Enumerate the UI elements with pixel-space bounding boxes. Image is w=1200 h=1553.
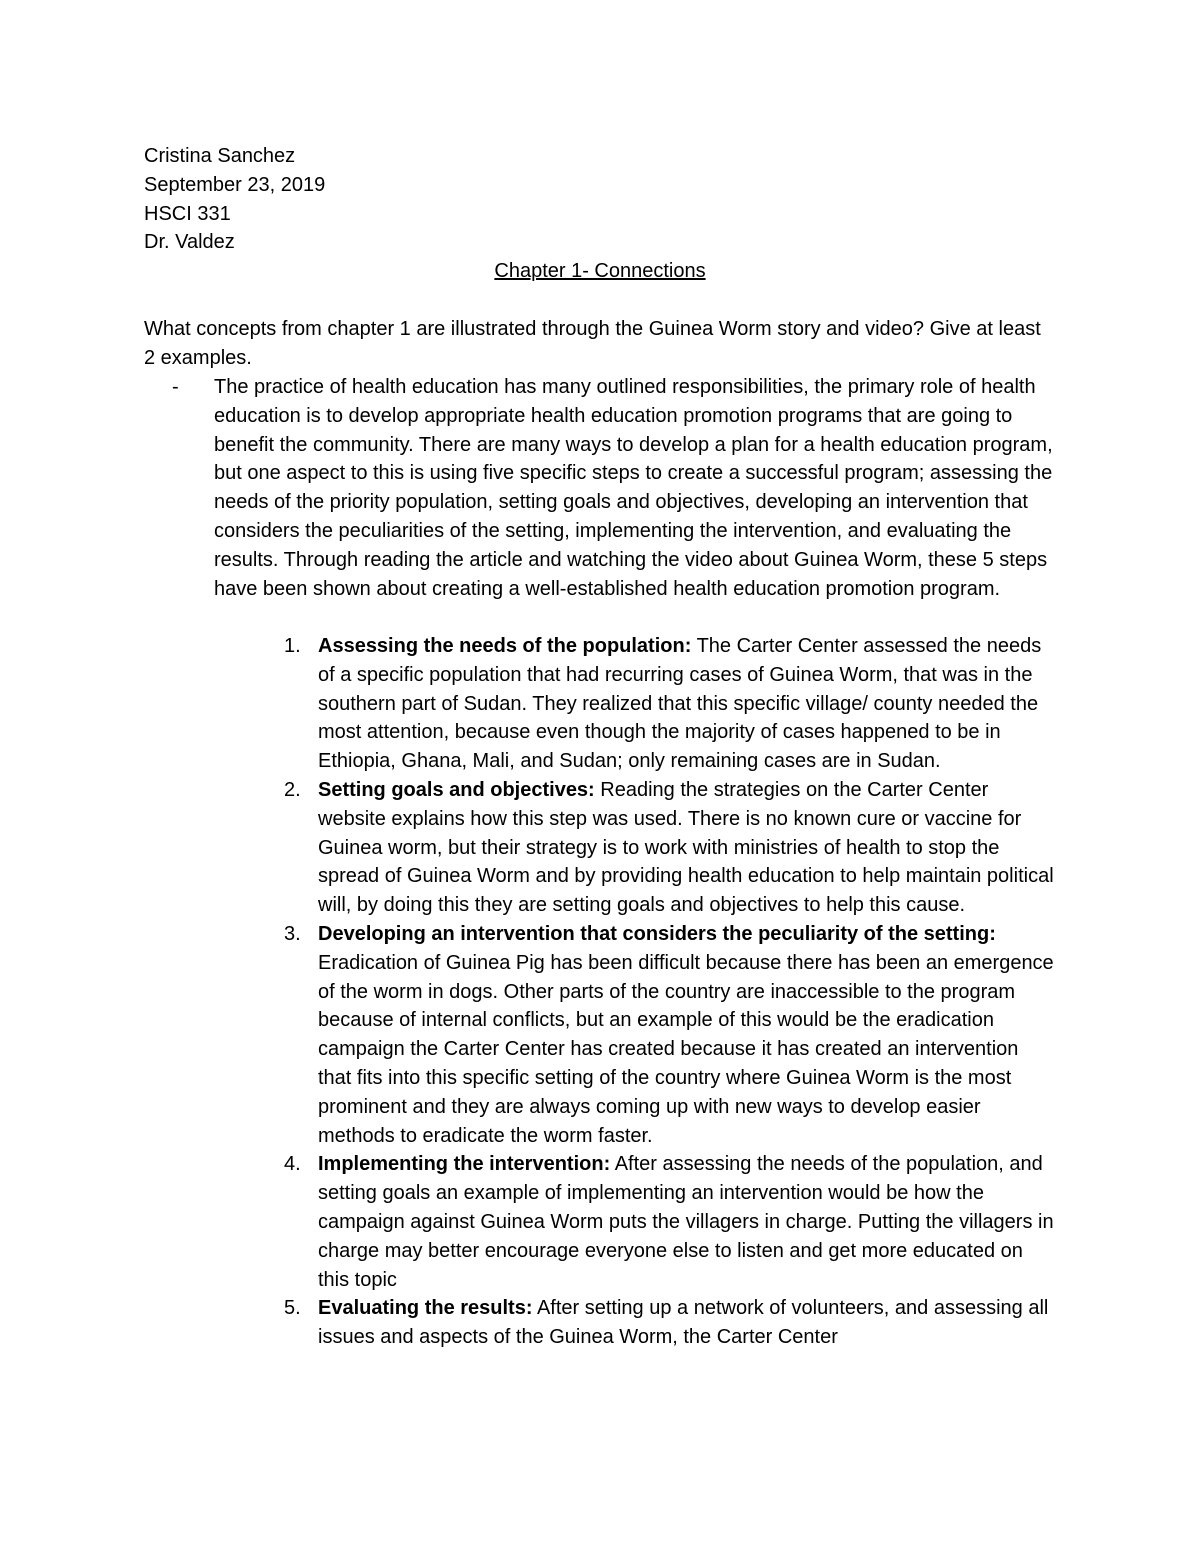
- step-heading: Developing an intervention that considers the peculiarity of the setting:: [318, 922, 996, 945]
- step-text: The Carter Center assessed the needs of a specific population that had recurring cases of Guinea Worm, that was in the southern part of Sudan. They realized that this specific village/ county needed the most attention, because even though the majority of cases happened to be in Ethiopia, Ghana, Mali, and Sudan; only remaining cases are in Sudan.: [318, 635, 1042, 773]
- step-text: Eradication of Guinea Pig has been difficult because there has been an emergence of the worm in dogs. Other parts of the country are inaccessible to the program because of internal conflicts, but an example of this would be the eradication campaign the Carter Center has created because it has created an intervention that fits into this specific setting of the country where Guinea Worm is the most prominent and they are always coming up with new ways to develop easier methods to eradicate the worm faster.: [318, 951, 1054, 1147]
- step-number: 1.: [284, 635, 301, 657]
- list-item: [144, 920, 1056, 1150]
- step-heading: Assessing the needs of the population:: [318, 635, 692, 657]
- bullet-item: [144, 373, 1056, 603]
- step-heading: Implementing the intervention:: [318, 1153, 611, 1176]
- list-item: [144, 1294, 1056, 1352]
- list-item: [144, 776, 1056, 920]
- step-heading: Evaluating the results:: [318, 1297, 533, 1320]
- document-title-wrapper: [144, 257, 1056, 286]
- bullet-text: The practice of health education has many outlined responsibilities, the primary role of health education is to develop appropriate health education promotion programs that are going to benefit the community. There are many ways to develop a plan for a health education program, but one aspect to this is using five specific steps to create a successful program; assessing the needs of the priority population, setting goals and objectives, developing an intervention that considers the peculiarities of the setting, implementing the intervention, and evaluating the results. Through reading the article and watching the video about Guinea Worm, these 5 steps have been shown about creating a well-established health education promotion program.: [214, 376, 1053, 600]
- instructor-name: Dr. Valdez: [144, 231, 235, 254]
- step-text: Reading the strategies on the Carter Center website explains how this step was used. There is no known cure or vaccine for Guinea worm, but their strategy is to work with ministries of health to stop the spread of Guinea Worm and by providing health education to help maintain political will, by doing this they are setting goals and objectives to help this cause.: [318, 778, 1054, 917]
- bullet-list: [144, 373, 1056, 603]
- step-number: 2.: [284, 778, 301, 801]
- bullet-marker: -: [172, 376, 179, 398]
- step-number: 3.: [284, 922, 301, 945]
- list-item: [144, 1150, 1056, 1294]
- step-text: After setting up a network of volunteers, and assessing all issues and aspects of the Guinea Worm, the Carter Center: [318, 1297, 1049, 1349]
- step-heading: Setting goals and objectives:: [318, 778, 595, 801]
- step-number: 5.: [284, 1297, 301, 1320]
- numbered-steps-list: [144, 632, 1056, 1352]
- question-paragraph: What concepts from chapter 1 are illustrated through the Guinea Worm story and video? Give at least 2 examples.: [144, 318, 1041, 369]
- course-code: HSCI 331: [144, 202, 231, 225]
- step-text: After assessing the needs of the population, and setting goals an example of implementing an intervention would be how the campaign against Guinea Worm puts the villagers in charge. Putting the villagers in charge may better encourage everyone else to listen and get more educated on this topic: [318, 1153, 1054, 1291]
- author-name: Cristina Sanchez: [144, 145, 296, 167]
- document-title: Chapter 1- Connections: [494, 260, 706, 282]
- header-block: [144, 142, 1056, 257]
- list-item: [144, 632, 1056, 776]
- document-date: September 23, 2019: [144, 173, 326, 196]
- step-number: 4.: [284, 1153, 301, 1176]
